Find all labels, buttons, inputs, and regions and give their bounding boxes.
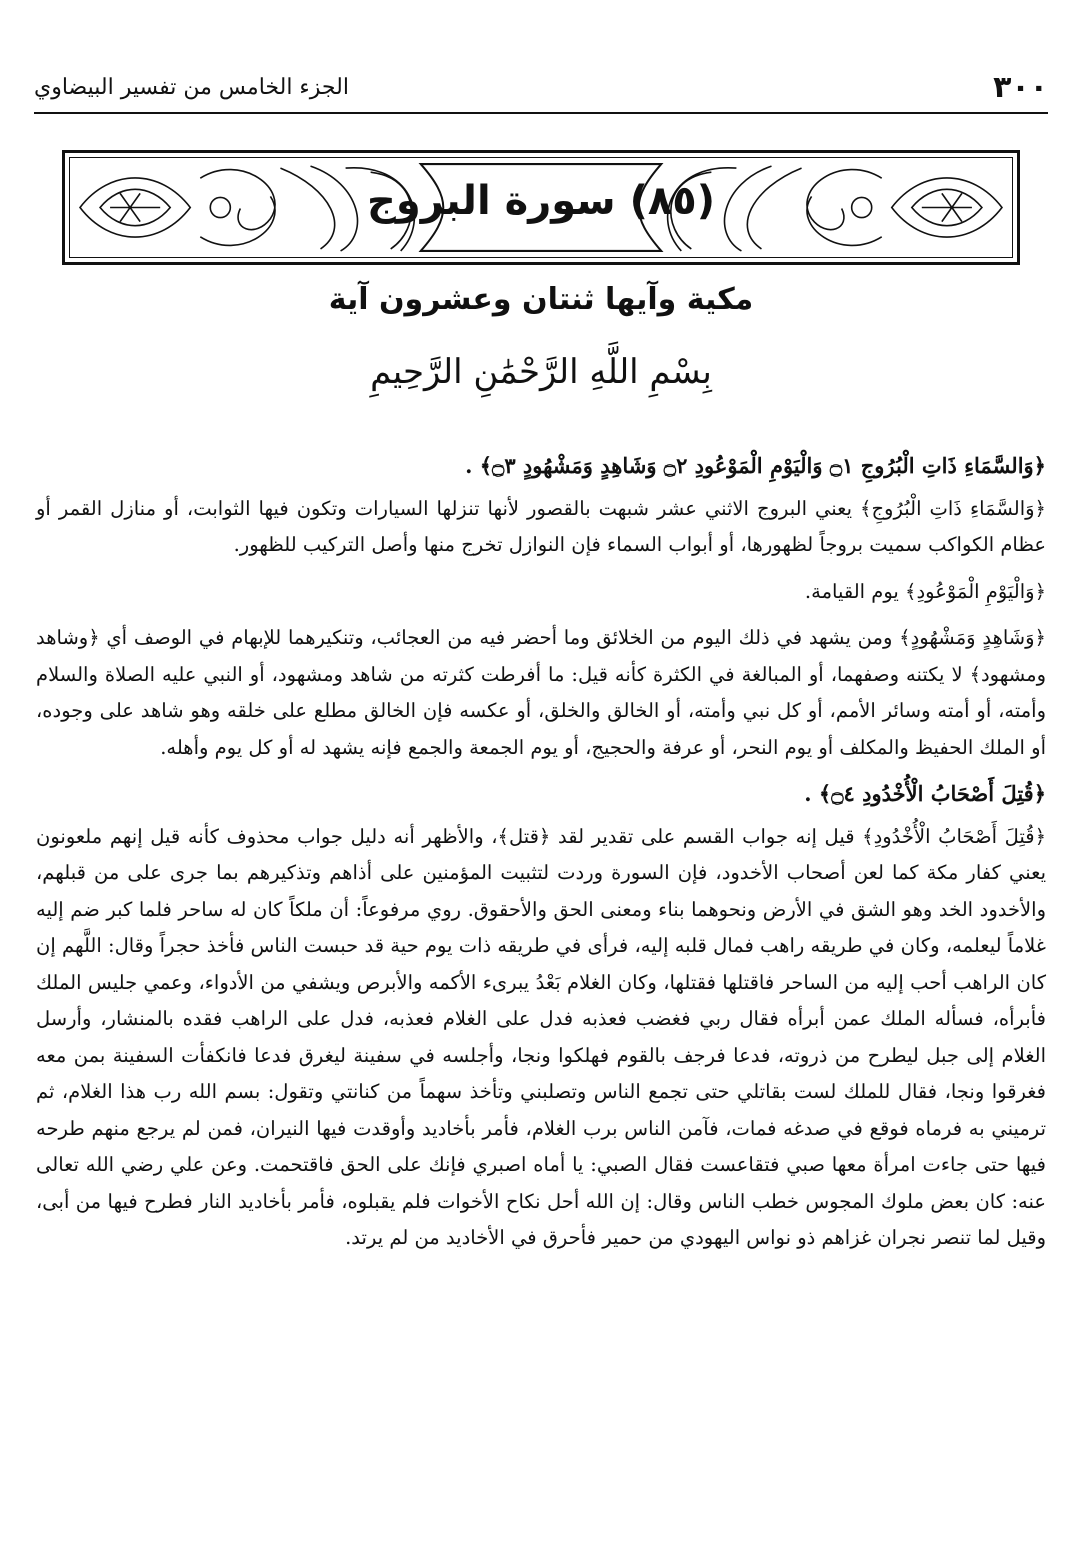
banner-inner-frame [69,157,1013,258]
surah-banner [62,150,1020,265]
page-header [34,62,1048,114]
basmala: بِسْمِ اللَّهِ الرَّحْمَٰنِ الرَّحِيمِ [370,352,712,392]
ayah-verse-4: ﴿قُتِلَ أَصْحَابُ الْأُخْدُودِ ۝٤﴾ . [804,781,1046,806]
page-number: ٣٠٠ [993,69,1048,105]
ayah-verses-1-3: ﴿وَالسَّمَاءِ ذَاتِ الْبُرُوجِ ۝١ وَالْيَوْمِ الْمَوْعُودِ ۝٢ وَشَاهِدٍ وَمَشْهُودٍ ۝٣﴾ . [465,453,1046,478]
commentary-paragraph-1: ﴿وَالسَّمَاءِ ذَاتِ الْبُرُوجِ﴾ يعني البروج الاثني عشر شبهت بالقصور لأنها تنزلها السيارات وتكون فيها الثوابت، أو منازل القمر أو عظام الكواكب سميت بروجاً لظهورها، أو أبواب السماء فإن النوازل تخرج منها وأصل التركيب للظهور. [36,496,1046,556]
tafsir-body [36,448,1046,1539]
surah-subtitle: مكية وآيها ثنتان وعشرون آية [328,282,754,317]
surah-title: (٨٥) سورة البروج [367,178,715,224]
commentary-paragraph-2: ﴿وَالْيَوْمِ الْمَوْعُودِ﴾ يوم القيامة. [804,579,1046,603]
running-title: الجزء الخامس من تفسير البيضاوي [34,74,349,100]
commentary-paragraph-3: ﴿وَشَاهِدٍ وَمَشْهُودٍ﴾ ومن يشهد في ذلك اليوم من الخلائق وما أحضر فيه من العجائب، وتنكيرهما للإبهام في الوصف أي ﴿وشاهد ومشهود﴾ لا يكتنه وصفهما، أو المبالغة في الكثرة كأنه قيل: ما أفرطت كثرته من شاهد ومشهود، أو النبي عليه الصلاة والسلام وأمته، أو أمته وسائر الأمم، أو كل نبي وأمته، أو الخالق والخلق، أو عكسه فإن الخالق مطلع على خلقه وهو شاهد على وجوده، أو الملك الحفيظ والمكلف أو يوم النحر، أو عرفة والحجيج، أو يوم الجمعة والجمع فإنه يشهد له أو كل يوم وأهله. [36,626,1046,759]
commentary-paragraph-4: ﴿قُتِلَ أَصْحَابُ الْأُخْدُودِ﴾ قيل إنه جواب القسم على تقدير لقد ﴿قتل﴾، والأظهر أنه دليل جواب محذوف كأنه قيل إنهم ملعونون يعني كفار مكة كما لعن أصحاب الأخدود، فإن السورة وردت لتثبيت المؤمنين على أذاهم وتذكيرهم بما جرى على من قبلهم، والأخدود الخد وهو الشق في الأرض ونحوهما بناء ومعنى الحق والأحقوق. روي مرفوعاً: أن ملكاً كان له ساحر فلما كبر ضم إليه غلاماً ليعلمه، وكان في طريقه راهب فمال قلبه إليه، فرأى في طريقه ذات يوم حية قد حبست الناس فأخذ حجراً وقال: اللَّهم إن كان الراهب أحب إليه من الساحر فاقتلها فقتلها، وكان الغلام بَعْدُ يبرىء الأكمه والأبرص ويشفي من الأدواء، وعمي جليس الملك فأبرأه، فسأله الملك عمن أبرأه فقال ربي فغضب فعذبه فدل على الغلام فعذبه، فدل على الراهب فقده بالمنشار، وأرسل الغلام إلى جبل ليطرح من ذروته، فدعا فرجف بالقوم فهلكوا ونجا، وأجلسه في سفينة ليغرق فدعا فانكفأت السفينة بمن معه فغرقوا ونجا، فقال للملك لست بقاتلي حتى تجمع الناس وتصلبني وتأخذ سهماً من كنانتي وتقول: بسم الله رب هذا الغلام، ثم ترميني به فرماه فوقع في صدغه فمات، فآمن الناس برب الغلام، فأمر بأخاديد وأوقدت فيها النيران، فمن لم يرجع منهم طرحه فيها حتى جاءت امرأة معها صبي فتقاعست فقال الصبي: يا أماه اصبري فإنك على الحق فاقتحمت. وعن علي رضي الله تعالى عنه: كان بعض ملوك المجوس خطب الناس وقال: إن الله أحل نكاح الأخوات فلم يقبلوه، فأمر بأخاديد النار فطرح فيها من أبى، وقيل لما تنصر نجران غزاهم ذو نواس اليهودي من حمير فأحرق في الأخاديد من لم يرتد. [36,824,1046,1249]
